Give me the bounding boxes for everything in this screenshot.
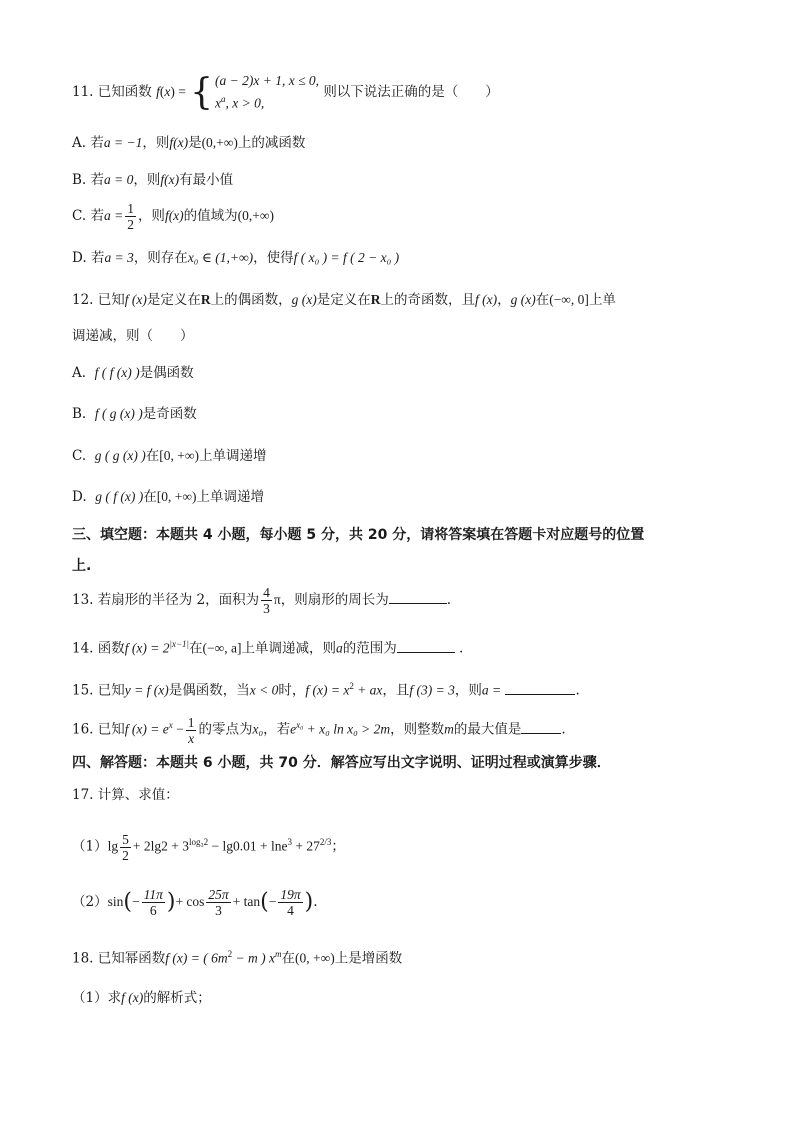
q18-stem: 18. 已知幂函数f (x) = ( $6m^2 - m$ ) $x^m$在(0, +∞)上是增函数 <box>72 949 403 967</box>
q12-option-a: A. f ( f (x) )是偶函数 <box>72 365 194 381</box>
q17-title: 17. 计算、求值： <box>72 787 179 803</box>
answer-blank[interactable] <box>389 603 447 604</box>
q11-option-b: B. 若a = 0，则f(x)有最小值 <box>72 172 234 188</box>
piecewise-cases: (a − 2)x + 1, x ≤ 0, $x^a$, x > 0, <box>215 73 320 111</box>
q11-option-a: A. 若a = −1，则f(x)是(0,+∞)上的减函数 <box>72 135 306 151</box>
q12-stem-line1: 12. 已知f (x)是定义在R上的偶函数，g (x)是定义在R上的奇函数，且f (x)，g (x)在(−∞, 0]上单 <box>72 292 616 308</box>
q12-option-d: D. g ( f (x) )在[0, +∞)上单调递增 <box>72 489 264 505</box>
section3-heading-line2: 上. <box>72 558 92 574</box>
q17-part2: （2）sin(− $\frac{11\pi}{6}$ )+ cos $\frac{25\pi}{3}$ + tan(− $\frac{19\pi}{4}$ ). <box>72 887 318 918</box>
q12-option-b: B. f ( g (x) )是奇函数 <box>72 406 197 422</box>
answer-blank[interactable] <box>505 694 575 695</box>
q11-stem: 11. 已知函数 f(x) = { (a − 2)x + 1, x ≤ 0, $x^a$, x > 0, 则以下说法正确的是（ ） <box>72 71 499 113</box>
section4-heading: 四、解答题：本题共 6 小题，共 70 分．解答应写出文字说明、证明过程或演算步骤． <box>72 755 611 771</box>
q12-stem-line2: 调递减，则（ ） <box>72 328 194 344</box>
q12-option-c: C. g ( g (x) )在[0, +∞)上单调递增 <box>72 448 267 464</box>
answer-blank[interactable] <box>397 652 455 653</box>
q18-part1: （1）求f (x)的解析式； <box>72 990 211 1006</box>
q15: 15. 已知y = f (x)是偶函数，当x < 0时，f $(x) = x^2$ + ax，且f (3) = 3，则a = . <box>72 681 580 699</box>
answer-blank[interactable] <box>521 733 561 734</box>
q11-option-c: C. 若a = $\frac{1}{2}$ ，则f(x)的值域为(0,+∞) <box>72 201 275 232</box>
section3-heading: 三、填空题：本题共 4 小题，每小题 5 分，共 20 分，请将答案填在答题卡对应题号的位置 <box>72 527 645 543</box>
piecewise-brace: { <box>190 71 214 113</box>
q11-option-d: D. 若a = 3，则存在x₀ ∈ (1,+∞)，使得f ( x₀ ) = f ( 2 − x₀ ) <box>72 250 400 266</box>
q14: 14. 函数f $(x) = 2^{|x-1|}$在(−∞, a]上单调递减，则a的范围为 . <box>72 639 464 657</box>
q13: 13. 若扇形的半径为 2，面积为 $\frac{4}{3}$ π，则扇形的周长为 . <box>72 585 452 616</box>
q16: 16. 已知f $(x) = e^x$ − $\frac{1}{x}$ 的零点为x₀，若$e^{x_0} + x_0$ ln x₀ > 2m，则整数m的最大值是 . <box>72 714 566 746</box>
q17-part1: （1）lg $\frac{5}{2}$ + $2\lg 2 + 3^{log_32} - \lg 0.01 + \ln e^3 + 27^{2/3}$； <box>72 831 345 863</box>
